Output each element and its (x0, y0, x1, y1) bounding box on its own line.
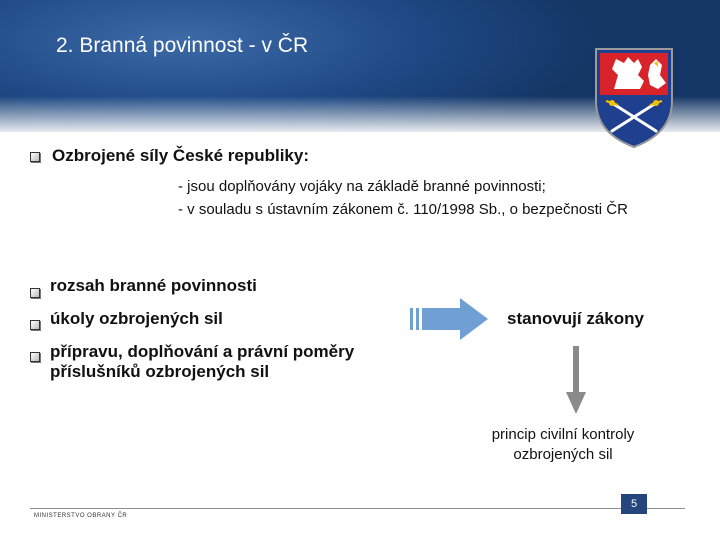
square-bullet-icon (30, 288, 40, 298)
sub-line-2: - v souladu s ústavním zákonem č. 110/1998 Sb., o bezpečnosti ČR (178, 201, 628, 218)
list-item-preparation-cont: příslušníků ozbrojených sil (50, 362, 270, 381)
list-item-preparation: přípravu, doplňování a právní poměry (50, 342, 355, 361)
square-bullet-icon (30, 352, 40, 362)
arrow-right-icon (410, 298, 488, 340)
square-bullet-icon (30, 320, 40, 330)
principle-line-1: princip civilní kontroly (491, 426, 635, 443)
list-item-scope: rozsah branné povinnosti (50, 276, 257, 295)
square-bullet-icon (30, 152, 40, 162)
principle-line-2: ozbrojených sil (513, 446, 613, 463)
laws-label: stanovují zákony (507, 309, 644, 328)
page-number: 5 (621, 494, 647, 514)
list-item-tasks: úkoly ozbrojených sil (50, 309, 223, 328)
coat-of-arms-icon (592, 45, 676, 149)
main-heading: Ozbrojené síly České republiky: (52, 146, 309, 165)
arrow-down-icon (566, 346, 586, 414)
slide-title: 2. Branná povinnost - v ČR (56, 34, 309, 57)
sub-line-1: - jsou doplňovány vojáky na základě branné povinnosti; (178, 178, 546, 195)
ministry-label: MINISTERSTVO OBRANY ČR (34, 513, 128, 519)
footer-divider (30, 508, 685, 509)
